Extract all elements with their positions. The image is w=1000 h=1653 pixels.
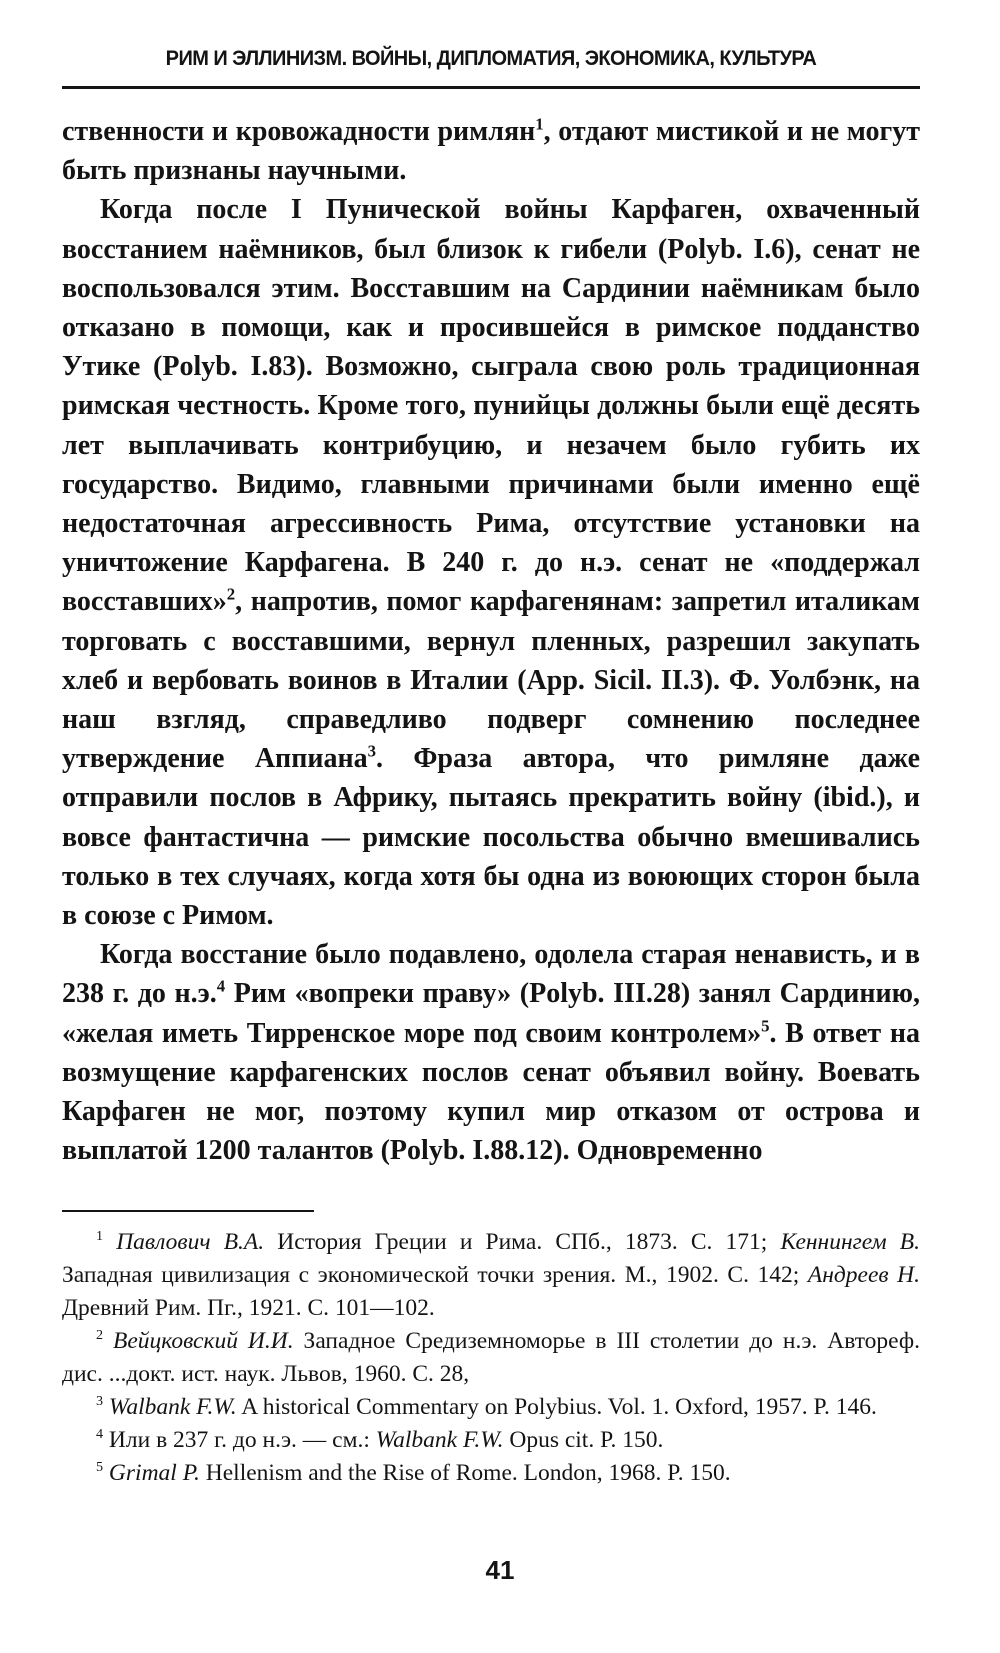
footnote-text: Opus cit. P. 150. [503, 1427, 664, 1453]
footnote-text: Hellenism and the Rise of Rome. London, 1968. P. 150. [199, 1460, 731, 1486]
header-rule [62, 86, 920, 89]
page-number: 41 [485, 1555, 515, 1585]
paragraph-1-text-b: , отдают мистикой и не могут быть признаны научными. [62, 116, 920, 187]
footnote-number: 2 [96, 1327, 104, 1344]
main-text [62, 112, 920, 1170]
footnote-number: 3 [96, 1393, 104, 1410]
footnote-number: 4 [96, 1426, 104, 1443]
paragraph-2 [62, 190, 920, 935]
paragraph-1-text-a: ственности и кровожадности римлян [62, 116, 536, 147]
footnote-author: Вейцковский И.И. [113, 1328, 294, 1354]
paragraph-3-text-c: . В ответ на возмущение карфагенских послов сенат объявил войну. Воевать Карфаген не мог, поэтому купил мир отказом от острова и выплатой 1200 талантов (Polyb. I.88.12). Одновременно [62, 1017, 920, 1167]
paragraph-3 [62, 935, 920, 1170]
paragraph-3-text-a: Когда восстание было подавлено, одолела старая ненависть, и в 238 г. до н.э. [62, 939, 920, 1010]
footnote-ref-1: 1 [535, 114, 544, 134]
footnote-text: Западное Средиземноморье в III столетии до н.э. Автореф. дис. ...докт. ист. наук. Львов, 1960. С. 28, [62, 1328, 921, 1387]
footnote-number: 5 [96, 1459, 104, 1476]
footnote-text: Или в 237 г. до н.э. — см.: [108, 1427, 376, 1453]
paragraph-2-text-a: Когда после I Пунической войны Карфаген, охваченный восстанием наёмников, был близок к гибели (Polyb. I.6), сенат не воспользовался этим. Восставшим на Сардинии наёмникам было отказано в помощи, как и просившейся в римское подданство Утике (Polyb. I.83). Возможно, сыграла свою роль традиционная римская честность. Кроме того, пунийцы должны были ещё десять лет выплачивать контрибуцию, и незачем было губить их государство. Видимо, главными причинами были именно ещё недостаточная агрессивность Рима, отсутствие установки на уничтожение Карфагена. В 240 г. до н.э. сенат не «поддержал восставших» [62, 194, 920, 618]
footnote-ref-2: 2 [226, 585, 236, 605]
footnote-text: Западная цивилизация с экономической точки зрения. М., 1902. С. 142; [62, 1262, 808, 1288]
footnote-ref-3: 3 [367, 741, 376, 761]
footnote-ref-4: 4 [216, 977, 226, 997]
footnote-author: Павлович В.А. [116, 1229, 265, 1255]
footnote-4 [62, 1424, 920, 1457]
footnote-ref-5: 5 [761, 1016, 770, 1036]
footnote-author: Walbank F.W. [108, 1394, 237, 1420]
footnote-author: Кеннингем В. [780, 1229, 921, 1255]
paragraph-2-text-b: , напротив, помог карфагенянам: запретил италикам торговать с восставшими, вернул пленных, разрешил закупать хлеб и вербовать воинов в Италии (App. Sicil. II.3). Ф. Уолбэнк, на наш взгляд, справедливо подверг сомнению последнее утверждение Аппиана [62, 586, 920, 775]
footnote-text: Древний Рим. Пг., 1921. С. 101—102. [62, 1295, 435, 1321]
paragraph-3-text-b: Рим «вопреки праву» (Polyb. III.28) занял Сардинию, «желая иметь Тирренское море под своим контролем» [62, 978, 920, 1049]
footnote-author: Андреев Н. [807, 1262, 921, 1288]
paragraph-1 [62, 112, 920, 190]
footnote-2 [62, 1325, 920, 1391]
footnote-author: Grimal P. [108, 1460, 200, 1486]
running-header: РИМ И ЭЛЛИНИЗМ. ВОЙНЫ, ДИПЛОМАТИЯ, ЭКОНОМИКА, КУЛЬТУРА [165, 46, 817, 70]
footnote-number: 1 [96, 1228, 104, 1245]
paragraph-2-text-c: . Фраза автора, что римляне даже отправили послов в Африку, пытаясь прекратить войну (ibid.), и вовсе фантастична — римские посольства обычно вмешивались только в тех случаях, когда хотя бы одна из воюющих сторон была в союзе с Римом. [62, 743, 920, 932]
footnote-text: A historical Commentary on Polybius. Vol. 1. Oxford, 1957. P. 146. [236, 1394, 877, 1420]
footnote-separator [62, 1210, 314, 1212]
footnote-1 [62, 1226, 920, 1325]
footnote-text: История Греции и Рима. СПб., 1873. С. 171; [264, 1229, 781, 1255]
footnote-5 [62, 1457, 920, 1490]
footnote-author: Walbank F.W. [375, 1427, 504, 1453]
footnotes [62, 1226, 920, 1490]
footnote-3 [62, 1391, 920, 1424]
